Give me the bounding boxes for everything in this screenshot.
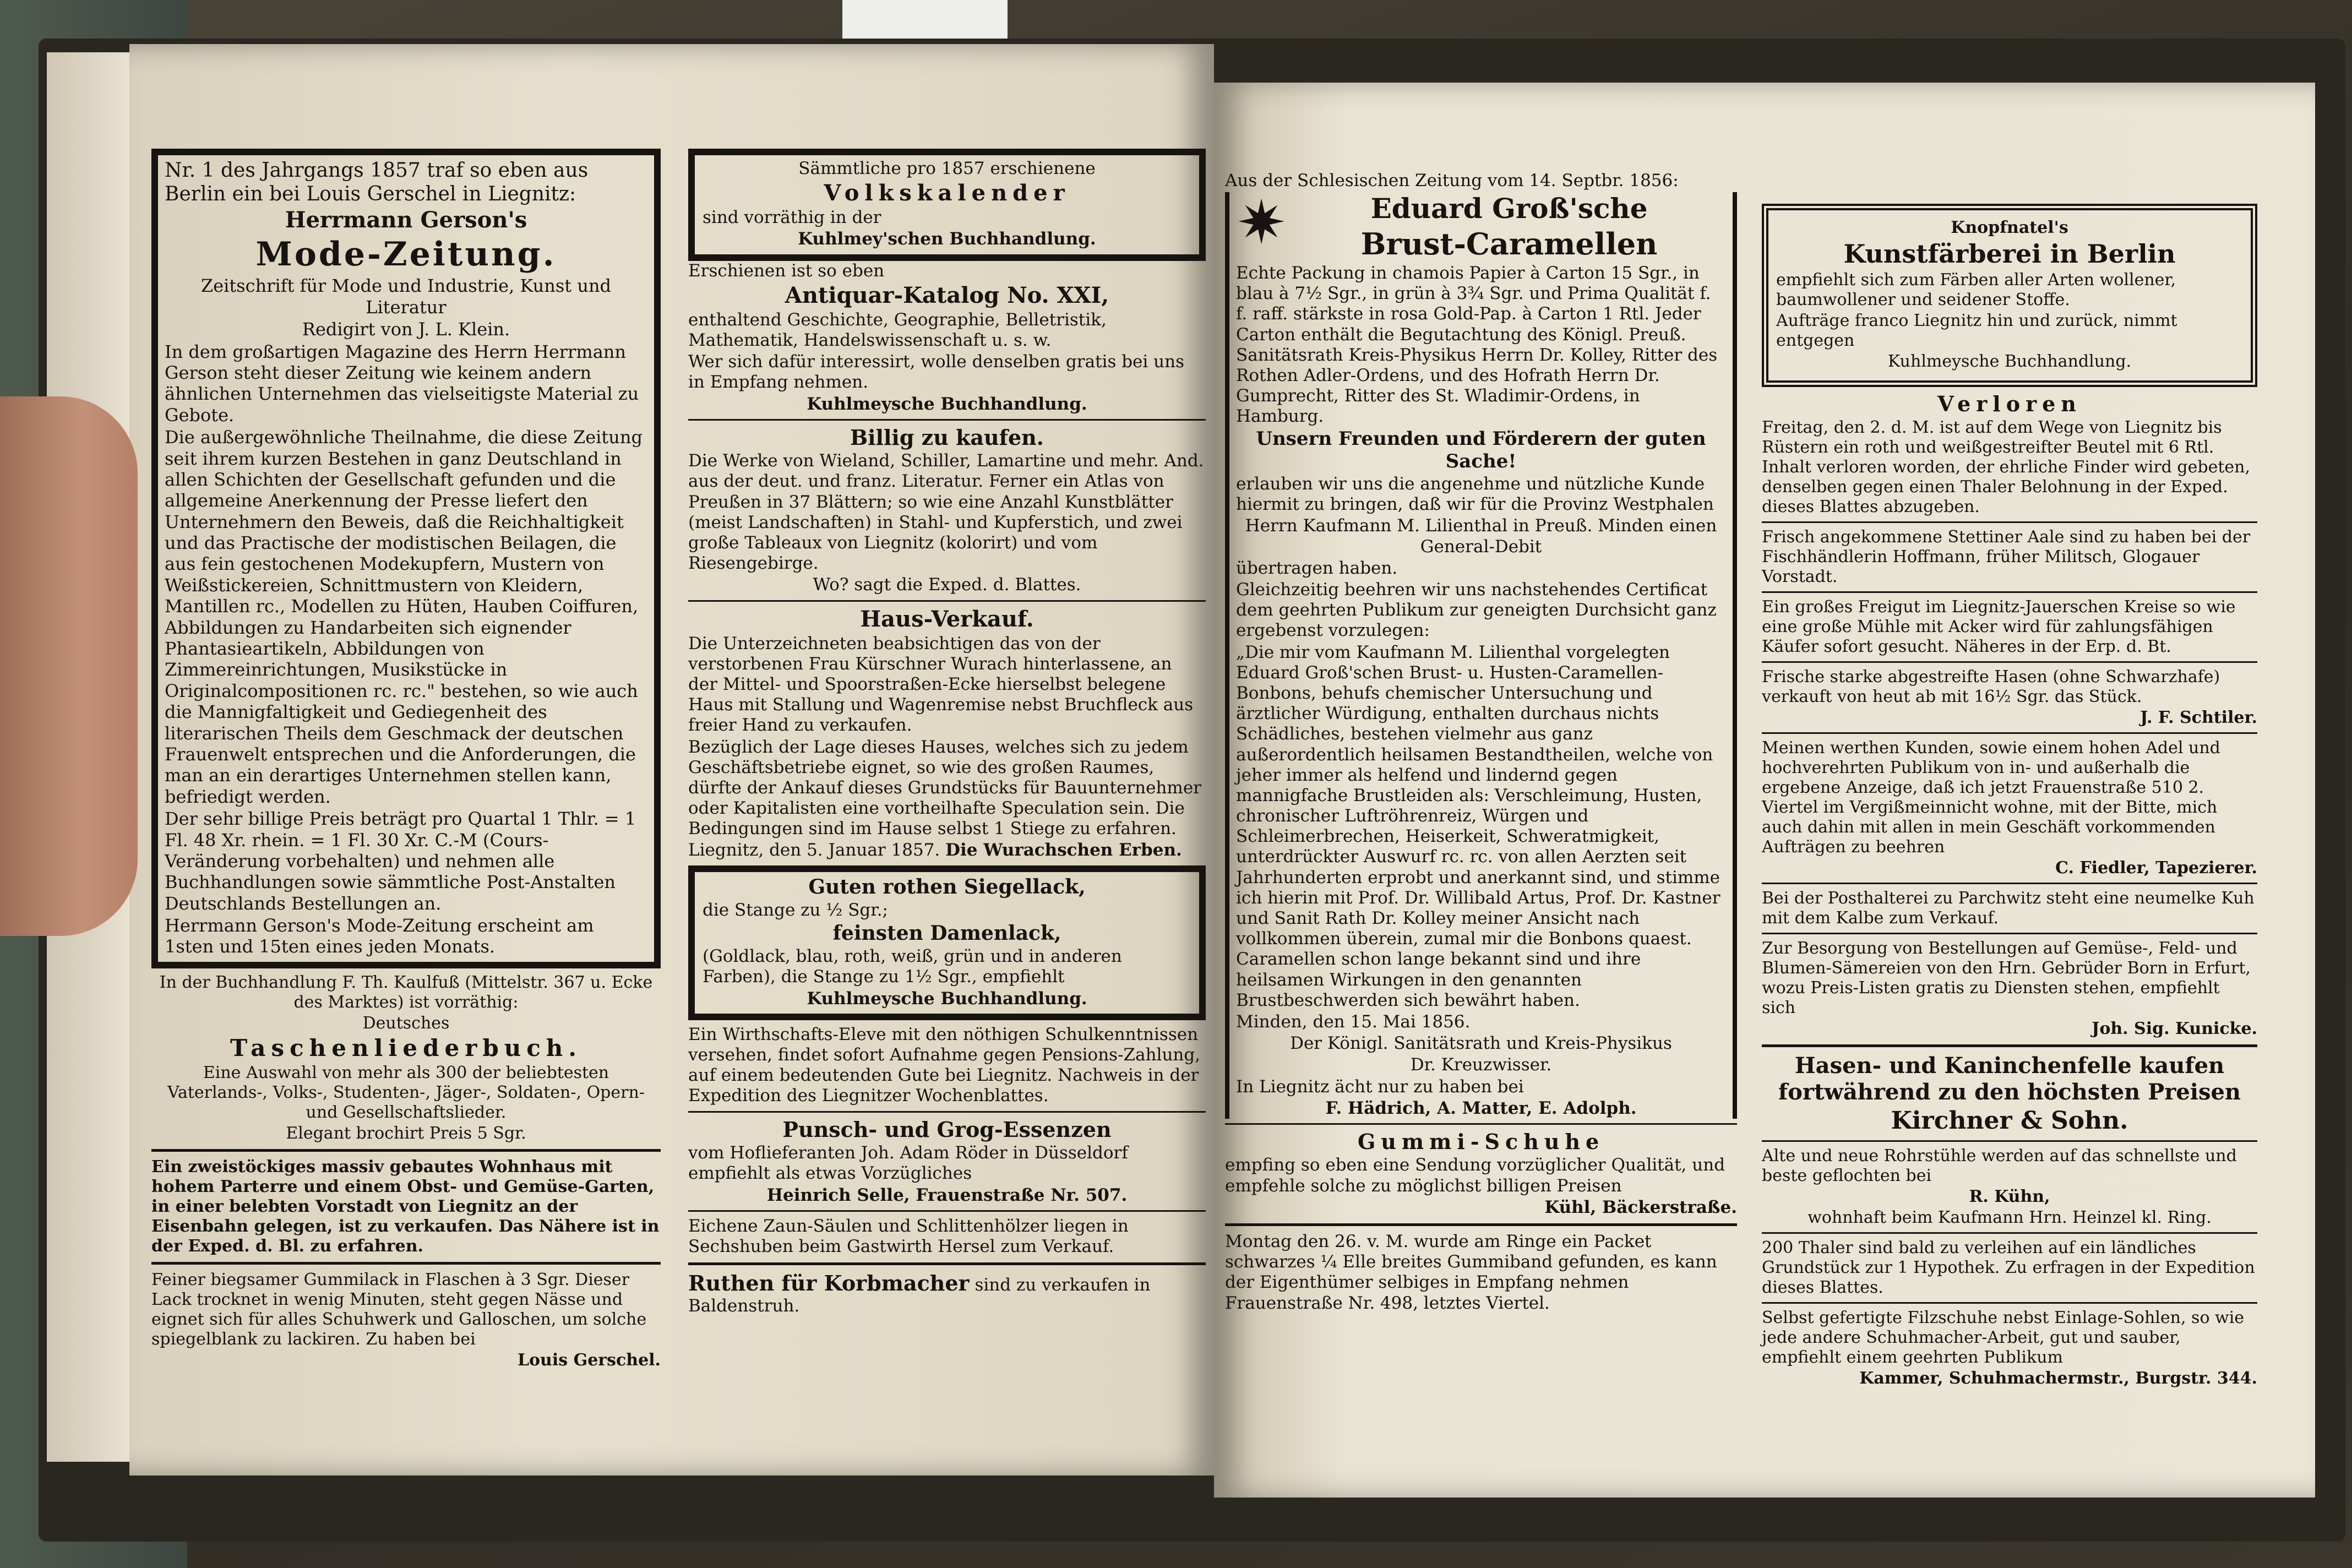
kaulfuss-body: Eine Auswahl von mehr als 300 der beliebtesten Vaterlands-, Volks-, Studenten-, Jäger-, Soldaten-, Opern- und Gesellschaftslieder. xyxy=(167,1063,645,1123)
damenlack-title: feinsten Damenlack, xyxy=(832,922,1061,945)
gummilack-ad xyxy=(151,1270,661,1370)
kunstfaerberei-body-2: Aufträge franco Liegnitz hin und zurück, nimmt entgegen xyxy=(1776,311,2177,351)
filzschuhe-body: Selbst gefertigte Filzschuhe nebst Einlage-Sohlen, so wie jede andere Schuhmacher-Arbeit, gut und sauber, empfiehlt einem geehrten Publikum xyxy=(1762,1308,2245,1367)
filzschuhe-signer: Kammer, Schuhmachermstr., Burgstr. 344. xyxy=(1859,1368,2257,1388)
divider xyxy=(688,600,1206,602)
caramellen-source: Aus der Schlesischen Zeitung vom 14. Septbr. 1856: xyxy=(1225,171,1679,190)
katalog-title: Antiquar-Katalog No. XXI, xyxy=(785,282,1109,308)
punsch-title: Punsch- und Grog-Essenzen xyxy=(782,1117,1112,1142)
caramellen-date: Minden, den 15. Mai 1856. xyxy=(1236,1011,1471,1032)
siegellack-body: (Goldlack, blau, roth, weiß, grün und in anderen Farben), die Stange zu 1½ Sgr., empfiehlt xyxy=(703,946,1122,987)
siegellack-shop: Kuhlmeysche Buchhandlung. xyxy=(807,988,1087,1009)
caramellen-cert-intro: Gleichzeitig beehren wir uns nachstehendes Certificat dem geehrten Publikum zur geneigten Durchsicht ganz ergebenst vorzulegen: xyxy=(1236,580,1717,641)
divider xyxy=(1762,933,2257,934)
gerson-price: Der sehr billige Preis beträgt pro Quartal 1 Thlr. = 1 Fl. 48 Xr. rhein. = 1 Fl. 30 Xr. C.-M (Cours-Veränderung vorbehalten) und nehmen alle Buchhandlungen sowie sämmtliche Post-Anstalten Deutschlands Bestellungen an. xyxy=(165,808,636,914)
katalog-ad xyxy=(688,261,1206,415)
punsch-signer: Heinrich Selle, Frauenstraße Nr. 507. xyxy=(766,1185,1128,1205)
haus-date: Liegnitz, den 5. Januar 1857. xyxy=(688,840,940,861)
kunstfaerberei-shop: Kuhlmeysche Buchhandlung. xyxy=(1887,352,2132,372)
billig-ad xyxy=(688,425,1206,596)
divider xyxy=(1762,1044,2257,1047)
caramellen-dealers: F. Hädrich, A. Matter, E. Adolph. xyxy=(1325,1098,1637,1118)
kaulfuss-price: Elegant brochirt Preis 5 Sgr. xyxy=(286,1124,526,1144)
caramellen-title: Brust-Caramellen xyxy=(1360,226,1658,262)
katalog-intro: Erschienen ist so eben xyxy=(688,260,885,281)
volkskalender-title: Volkskalender xyxy=(824,180,1070,206)
volkskalender-intro: Sämmtliche pro 1857 erschienene xyxy=(798,159,1096,178)
gerson-body: In dem großartigen Magazine des Herrn Herrmann Gerson steht dieser Zeitung wie keinem andern ähnlichen Unternehmen das vielseitigste Material zu Gebote. xyxy=(165,341,639,426)
divider xyxy=(1762,591,2257,593)
divider xyxy=(1762,732,2257,734)
fiedler-signer: C. Fiedler, Tapezierer. xyxy=(2055,858,2257,878)
eleve-ad: Ein Wirthschafts-Eleve mit den nöthigen Schulkenntnissen versehen, findet sofort Aufnahme gegen Pensions-Zahlung, auf einem bedeutenden Gute bei Liegnitz. Nachweis in der Expedition des Liegnitzer Wochenblattes. xyxy=(688,1024,1201,1106)
verloren-title: Verloren xyxy=(1937,391,2082,417)
kunstfaerberei-ad xyxy=(1762,204,2257,387)
caramellen-body-2: erlauben wir uns die angenehme und nützliche Kunde hiermit zu bringen, daß wir für die Provinz Westphalen xyxy=(1236,474,1714,515)
siegellack-title: Guten rothen Siegellack, xyxy=(808,875,1086,899)
aale-ad: Frisch angekommene Stettiner Aale sind zu haben bei der Fischhändlerin Hoffmann, früher Militsch, Glogauer Vorstadt. xyxy=(1762,527,2251,586)
caramellen-dealers-intro: In Liegnitz ächt nur zu haben bei xyxy=(1236,1076,1524,1097)
gerson-intro: Nr. 1 des Jahrgangs 1857 traf so eben aus Berlin ein bei Louis Gerschel in Liegnitz: xyxy=(165,159,589,206)
thaler-ad: 200 Thaler sind bald zu verleihen auf ein ländliches Grundstück zur 1 Hypothek. Zu erfragen in der Expedition dieses Blattes. xyxy=(1762,1238,2255,1297)
haus-title: Haus-Verkauf. xyxy=(860,606,1034,632)
rohrstuehle-address: wohnhaft beim Kaufmann Hrn. Heinzel kl. Ring. xyxy=(1807,1207,2212,1227)
saemereien-signer: Joh. Sig. Kunicke. xyxy=(2092,1019,2257,1038)
divider xyxy=(688,1262,1206,1265)
left-column-1 xyxy=(151,149,661,1371)
gerson-ad xyxy=(151,149,661,968)
star-icon: ✷ xyxy=(1236,187,1287,258)
haus-ad xyxy=(688,606,1206,861)
left-column-2 xyxy=(688,149,1206,1316)
ruthen-title: Ruthen für Korbmacher xyxy=(688,1271,970,1296)
fiedler-body: Meinen werthen Kunden, sowie einem hohen Adel und hochverehrten Publikum von in- und außerhalb die ergebene Anzeige, daß ich jetzt Frauenstraße 510 2. Viertel im Vergißmeinnicht wohne, mit der Bitte, mich auch dahin mit allen in mein Geschäft vorkommenden Aufträgen zu beehren xyxy=(1762,738,2220,857)
felle-firm: Kirchner & Sohn. xyxy=(1891,1106,2128,1135)
gummilack-body: Feiner biegsamer Gummilack in Flaschen à 3 Sgr. Dieser Lack trocknet in wenig Minuten, steht gegen Nässe und eignet sich für alles Schuhwerk und Galloschen, um solche spiegelblank zu lackiren. Zu haben bei xyxy=(151,1270,647,1349)
volkskalender-body: sind vorräthig in der xyxy=(703,208,881,228)
verloren-body: Freitag, den 2. d. M. ist auf dem Wege von Liegnitz bis Rüstern ein roth und weißgestreifter Beutel mit 6 Rtl. Inhalt verloren worden, der ehrliche Finder wird gebeten, denselben gegen einen Thaler Belohnung in der Exped. dieses Blattes abzugeben. xyxy=(1762,417,2251,516)
caramellen-agent: Herrn Kaufmann M. Lilienthal in Preuß. Minden einen General-Debit xyxy=(1245,516,1717,557)
katalog-note: Wer sich dafür interessirt, wolle denselben gratis bei uns in Empfang nehmen. xyxy=(688,352,1184,393)
volkskalender-shop: Kuhlmey'schen Buchhandlung. xyxy=(798,229,1096,249)
divider xyxy=(1762,1140,2257,1142)
kunstfaerberei-title: Kunstfärberei in Berlin xyxy=(1843,239,2176,269)
divider xyxy=(1762,521,2257,523)
katalog-body: enthaltend Geschichte, Geographie, Belletristik, Mathematik, Handelswissenschaft u. s. w. xyxy=(688,309,1107,350)
gummischuhe-signer: Kühl, Bäckerstraße. xyxy=(1544,1197,1737,1217)
caramellen-agent-2: übertragen haben. xyxy=(1236,558,1398,578)
gummischuhe-title: Gummi-Schuhe xyxy=(1357,1129,1605,1154)
freigut-ad: Ein großes Freigut im Liegnitz-Jauerschen Kreise so wie eine große Mühle mit Acker wird für zahlungsfähigen Käufer sofort gesucht. Näheres in der Erp. d. Bt. xyxy=(1762,597,2236,656)
katalog-shop: Kuhlmeysche Buchhandlung. xyxy=(807,394,1087,414)
gerson-schedule: Herrmann Gerson's Mode-Zeitung erscheint am 1sten und 15ten eines jeden Monats. xyxy=(165,915,594,957)
divider xyxy=(151,1149,661,1152)
divider xyxy=(688,1111,1206,1113)
siegellack-ad xyxy=(688,865,1206,1020)
billig-where: Wo? sagt die Exped. d. Blattes. xyxy=(813,575,1081,595)
divider xyxy=(1225,1123,1737,1125)
wohnhaus-ad: Ein zweistöckiges massiv gebautes Wohnhaus mit hohem Parterre und einem Obst- und Gemüse-Garten, in einer belebten Vorstadt von Liegnitz an der Eisenbahn gelegen, ist zu verkaufen. Das Nähere ist in der Exped. d. Bl. zu erfahren. xyxy=(151,1157,660,1256)
divider xyxy=(1762,661,2257,663)
gerson-subtitle: Zeitschrift für Mode und Industrie, Kunst und Literatur xyxy=(200,275,612,318)
caramellen-headline: Unsern Freunden und Förderern der guten Sache! xyxy=(1256,428,1706,473)
divider xyxy=(151,1262,661,1265)
punsch-body: vom Hoflieferanten Joh. Adam Röder in Düsseldorf empfiehlt als etwas Vorzügliches xyxy=(688,1143,1128,1184)
caramellen-signer: Der Königl. Sanitätsrath und Kreis-Physikus xyxy=(1290,1033,1672,1054)
kaulfuss-title: Taschenliederbuch. xyxy=(230,1034,582,1061)
felle-title: Hasen- und Kaninchenfelle kaufen fortwährend zu den höchsten Preisen xyxy=(1778,1052,2241,1105)
haus-signer: Die Wurachschen Erben. xyxy=(945,840,1182,861)
gummilack-signer: Louis Gerschel. xyxy=(517,1351,661,1370)
gerson-editor: Redigirt von J. L. Klein. xyxy=(302,319,510,340)
gummischuhe-ad xyxy=(1225,1129,1737,1218)
gerson-title: Mode-Zeitung. xyxy=(255,235,557,274)
right-column-3 xyxy=(1225,171,1737,1315)
ruthen-ad xyxy=(688,1271,1206,1316)
caramellen-signer-name: Dr. Kreuzwisser. xyxy=(1410,1055,1552,1075)
ruthen-body: sind zu verkaufen in Baldenstruh. xyxy=(688,1275,1151,1316)
gerson-body-2: Die außergewöhnliche Theilnahme, die diese Zeitung seit ihrem kurzen Bestehen in ganz Deutschland in allen Schichten der Gesellschaft gefunden und die allgemeine Anerkennung der Presse liefert den Unternehmern den Beweis, daß die Reichhaltigkeit und das Practische der modistischen Beilagen, die aus fein gestochenen Modekupfern, Mustern von Weißstickereien, Schnittmustern von Kleidern, Mantillen rc., Modellen zu Hüten, Hauben Coiffuren, Abbildungen zu Handarbeiten sich eignender Phantasieartikeln, Abbildungen von Zimmereinrichtungen, Musikstücke in Originalcompositionen rc. rc." bestehen, so wie auch die Mannigfaltigkeit und Gediegenheit des literarischen Theils dem Geschmack der deutschen Frauenwelt entsprechen und die Anforderungen, die man an ein derartiges Unternehmen stellen kann, befriedigt werden. xyxy=(165,427,643,807)
gummischuhe-body: empfing so eben eine Sendung vorzüglicher Qualität, und empfehle solche zu möglichst billigen Preisen xyxy=(1225,1155,1725,1196)
rohrstuehle-signer: R. Kühn, xyxy=(1969,1186,2050,1206)
kunstfaerberei-body: empfiehlt sich zum Färben aller Arten wollener, baumwollener und seidener Stoffe. xyxy=(1776,270,2176,310)
right-column-4 xyxy=(1762,204,2257,1390)
billig-body: Die Werke von Wieland, Schiller, Lamartine und mehr. And. aus der deut. und franz. Literatur. Ferner ein Atlas von Preußen in 37 Blättern; so wie eine Anzahl Kunstblätter (meist Landschaften) in Stahl- und Kupferstich, und zwei große Tableaux von Liegnitz (kolorirt) und vom Riesengebirge. xyxy=(688,451,1204,574)
kunstfaerberei-owner: Knopfnatel's xyxy=(1951,218,2068,237)
kaulfuss-ad xyxy=(151,973,661,1144)
gerson-publisher: Herrmann Gerson's xyxy=(285,207,527,233)
punsch-ad xyxy=(688,1117,1206,1206)
kaulfuss-kicker: Deutsches xyxy=(362,1013,450,1033)
caramellen-cert: „Die mir vom Kaufmann M. Lilienthal vorgelegten Eduard Groß'schen Brust- u. Husten-Caramellen-Bonbons, behufs chemischer Untersuchung und ärztlicher Würdigung, enthalten durchaus nichts Schädliches, bestehen vielmehr aus ganz außerordentlich heilsamen Bestandtheilen, welche von jeher immer als helfend und lindernd gegen mannigfache Brustleiden als: Verschleimung, Husten, chronischer Luftröhrenreiz, Würgen und Schleimerbrechen, Heiserkeit, Schweratmigkeit, unterdrückter Auswurf rc. rc. von allen Aerzten seit Jahrhunderten erprobt und anerkannt sind, und stimme ich hierin mit Prof. Dr. Willibald Artus, Prof. Dr. Kastner und Sanit Rath Dr. Kolley meiner Ansicht nach vollkommen überein, zumal mir die Bonbons quaest. Caramellen schon lange bekannt sind und ihre heilsamen Wirkungen in den genannten Brustbeschwerden sich bewährt haben. xyxy=(1236,642,1721,1010)
haus-body: Die Unterzeichneten beabsichtigen das von der verstorbenen Frau Kürschner Wurach hinterlassene, an der Mittel- und Spoorstraßen-Ecke hierselbst belegene Haus mit Stallung und Wagenremise nebst Bruchfleck aus freier Hand zu verkaufen. xyxy=(688,633,1194,736)
caramellen-body: Echte Packung in chamois Papier à Carton 15 Sgr., in blau à 7½ Sgr., in grün à 3¾ Sgr. und Prima Qualität f. f. raff. stärkste in rosa Gold-Pap. à Carton 1 Rtl. Jeder Carton enthält die Begutachtung des Königl. Preuß. Sanitätsrath Kreis-Physikus Herrn Dr. Kolley, Ritter des Rothen Adler-Ordens, und des Hofrath Herrn Dr. Gumprecht, Ritter des St. Wladimir-Ordens, in Hamburg. xyxy=(1236,263,1718,427)
divider xyxy=(1762,883,2257,884)
saemereien-body: Zur Besorgung von Bestellungen auf Gemüse-, Feld- und Blumen-Sämereien von den Hrn. Gebrüder Born in Erfurt, wozu Preis-Listen gratis zu Diensten stehen, empfiehlt sich xyxy=(1762,938,2251,1017)
caramellen-ad xyxy=(1225,187,1737,1119)
kaulfuss-intro: In der Buchhandlung F. Th. Kaulfuß (Mittelstr. 367 u. Ecke des Marktes) ist vorräthig: xyxy=(159,972,653,1012)
rohrstuehle-body: Alte und neue Rohrstühle werden auf das schnellste und beste geflochten bei xyxy=(1762,1146,2237,1185)
billig-title: Billig zu kaufen. xyxy=(850,424,1044,450)
divider xyxy=(1762,1232,2257,1234)
divider xyxy=(688,419,1206,421)
kuh-ad: Bei der Posthalterei zu Parchwitz steht eine neumelke Kuh mit dem Kalbe zum Verkauf. xyxy=(1762,888,2255,928)
hasen-body: Frische starke abgestreifte Hasen (ohne Schwarzhafe) verkauft von heut ab mit 16½ Sgr. das Stück. xyxy=(1762,667,2220,706)
caramellen-maker: Eduard Groß'sche xyxy=(1370,192,1648,225)
fund-ad: Montag den 26. v. M. wurde am Ringe ein Packet schwarzes ¼ Elle breites Gummiband gefunden, es kann der Eigenthümer selbiges in Empfang nehmen Frauenstraße Nr. 498, letztes Viertel. xyxy=(1225,1232,1717,1313)
divider xyxy=(688,1210,1206,1212)
haus-body-2: Bezüglich der Lage dieses Hauses, welches sich zu jedem Geschäftsbetriebe eignet, so wie des großen Raumes, dürfte der Ankauf dieses Grundstücks für Bauunternehmer oder Kapitalisten eine vortheilhafte Speculation sein. Die Bedingungen sind im Hause selbst 1 Stiege zu erfahren. xyxy=(688,737,1201,839)
volkskalender-ad xyxy=(688,149,1206,261)
zaun-ad: Eichene Zaun-Säulen und Schlittenhölzer liegen in Sechshuben beim Gastwirth Hersel zum Verkauf. xyxy=(688,1216,1129,1256)
siegellack-line: die Stange zu ½ Sgr.; xyxy=(703,900,888,920)
divider xyxy=(1762,1302,2257,1304)
hasen-signer: J. F. Schtiler. xyxy=(2140,707,2257,727)
hand-thumb xyxy=(0,396,138,936)
divider xyxy=(1225,1223,1737,1226)
